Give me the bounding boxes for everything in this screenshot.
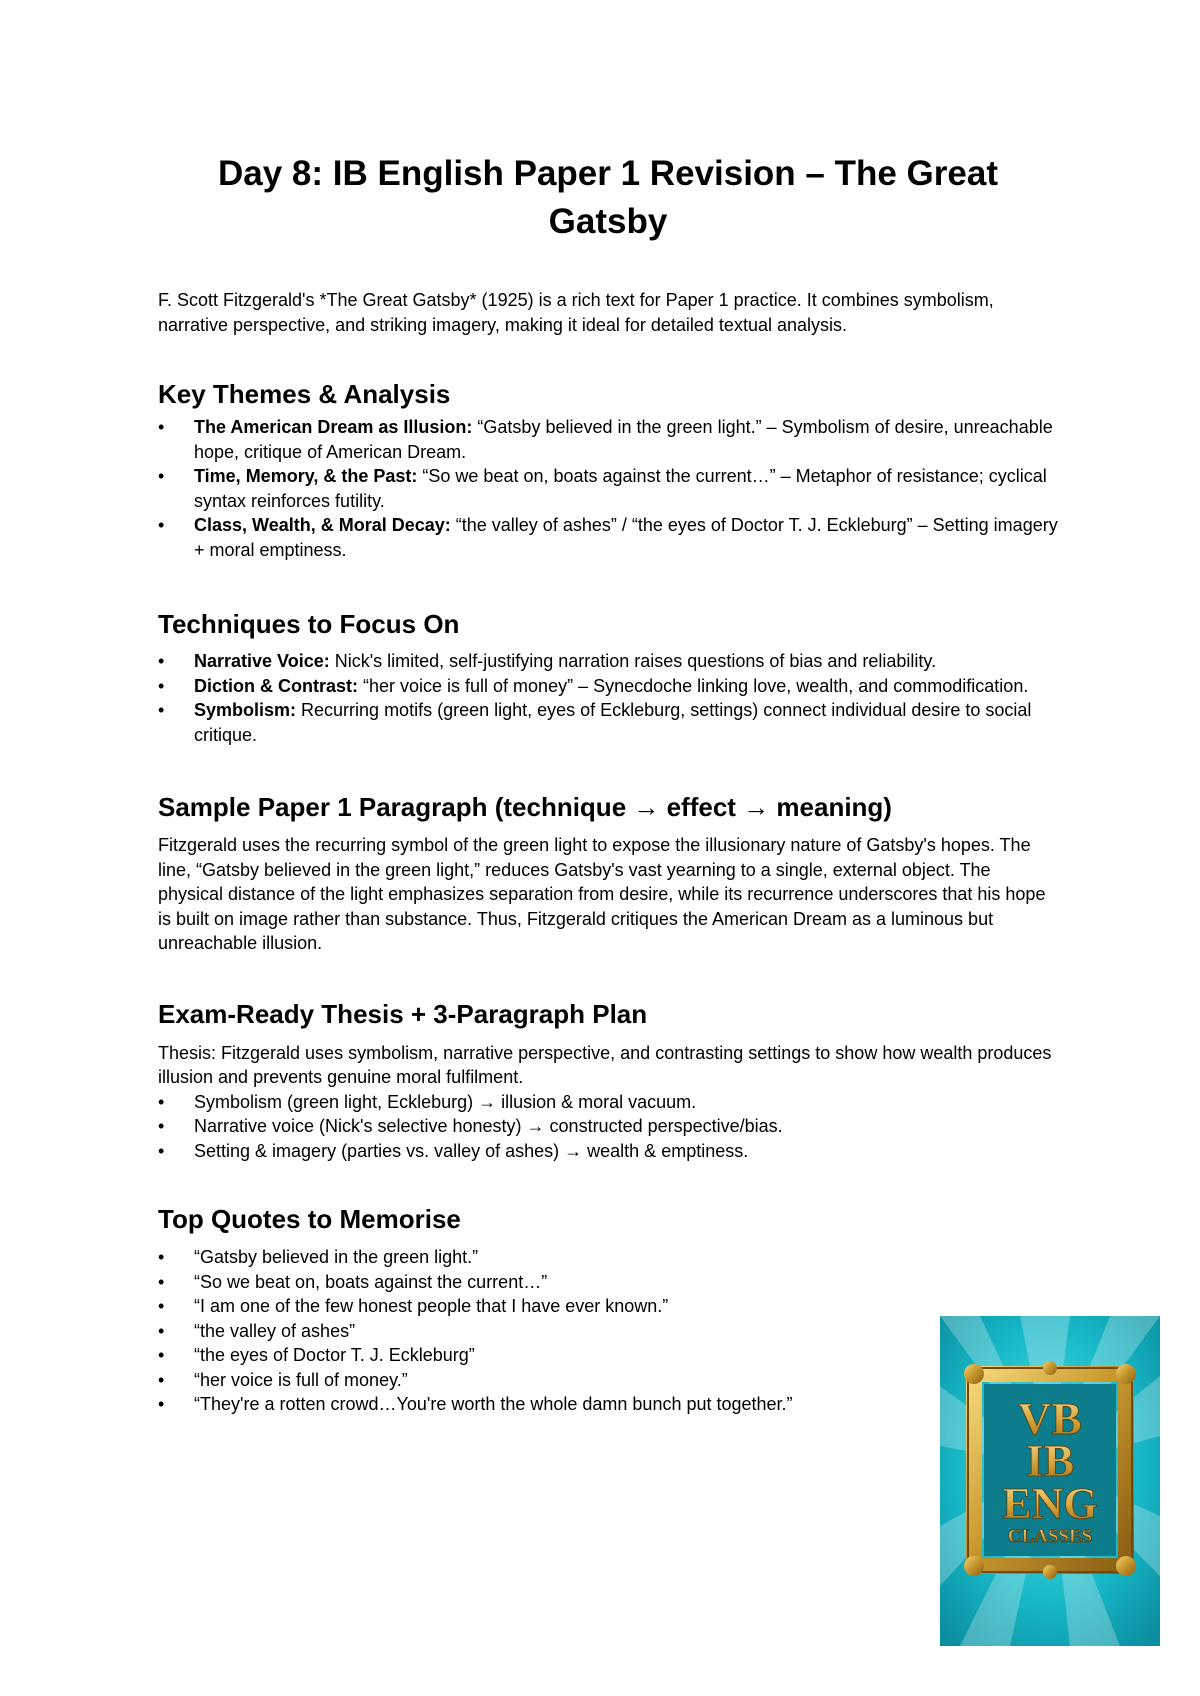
bullet-icon: • (158, 1369, 165, 1390)
section-sample-paragraph (158, 791, 1058, 956)
list-item-text: “Gatsby believed in the green light.” – Symbolism of desire, unreachable hope, critique of American Dream. (194, 417, 1053, 462)
bullet-icon: • (158, 466, 165, 486)
list-item (158, 513, 1058, 562)
list-item-text: Setting & imagery (parties vs. valley of ashes) → wealth & emptiness. (194, 1140, 749, 1161)
brand-logo (940, 1316, 1160, 1646)
bullet-icon: • (158, 1140, 165, 1161)
document-page (158, 150, 1058, 1417)
bullet-list (158, 415, 1058, 562)
bullet-icon: • (158, 1091, 165, 1112)
list-item-text: “her voice is full of money.” (194, 1369, 408, 1390)
frame-ornament (1116, 1364, 1136, 1384)
list-item (158, 1245, 1058, 1270)
bullet-list (158, 1090, 1058, 1164)
bullet-icon: • (158, 515, 165, 535)
logo-text-line: CLASSES (1007, 1526, 1093, 1547)
bullet-list (158, 1245, 1058, 1417)
bullet-icon: • (158, 1271, 165, 1292)
bullet-icon: • (158, 1247, 165, 1267)
list-item (158, 1270, 1058, 1295)
section-key-themes (158, 378, 1058, 562)
logo-text-line: VB (1018, 1393, 1082, 1444)
list-item (158, 1368, 1058, 1393)
bullet-icon: • (158, 1320, 165, 1341)
list-item-term: Time, Memory, & the Past: (194, 466, 418, 486)
list-item (158, 1090, 1058, 1115)
section-heading: Techniques to Focus On (158, 609, 460, 639)
list-item (158, 464, 1058, 513)
bullet-icon: • (158, 1394, 165, 1414)
sample-paragraph: Fitzgerald uses the recurring symbol of the green light to expose the illusionary nature of Gatsby's hopes. The line, “Gatsby believed in the green light,” reduces Gatsby's vast yearning to a single, external object. The physical distance of the light emphasizes separation from desire, while its recurrence underscores that his hope is built on image rather than substance. Thus, Fitzgerald critiques the American Dream as a luminous but unreachable illusion. (158, 835, 1046, 953)
bullet-icon: • (158, 700, 165, 720)
list-item-term: Class, Wealth, & Moral Decay: (194, 515, 451, 535)
page-title: Day 8: IB English Paper 1 Revision – The Great Gatsby (218, 154, 998, 241)
thesis-paragraph: Thesis: Fitzgerald uses symbolism, narrative perspective, and contrasting settings to show how wealth produces illusion and prevents genuine moral fulfilment. (158, 1042, 1052, 1087)
section-heading: Sample Paper 1 Paragraph (technique → effect → meaning) (158, 792, 892, 822)
bullet-icon: • (158, 675, 165, 696)
list-item (158, 415, 1058, 464)
list-item-text: “I am one of the few honest people that I have ever known.” (194, 1296, 669, 1316)
logo-text-line: IB (1025, 1435, 1075, 1486)
bullet-icon: • (158, 1116, 165, 1136)
section-heading: Exam-Ready Thesis + 3-Paragraph Plan (158, 998, 648, 1029)
list-item-text: “the valley of ashes” (194, 1320, 356, 1341)
frame-ornament (1043, 1361, 1057, 1375)
bullet-icon: • (158, 1345, 165, 1365)
section-heading: Key Themes & Analysis (158, 379, 451, 409)
list-item (158, 649, 1058, 674)
list-item-text: “So we beat on, boats against the current…” – Metaphor of resistance; cyclical syntax reinforces futility. (194, 466, 1047, 511)
list-item-text: Nick's limited, self-justifying narration raises questions of bias and reliability. (329, 651, 937, 671)
section-thesis-plan (158, 998, 1058, 1164)
list-item (158, 1139, 1058, 1164)
list-item (158, 1343, 1058, 1368)
list-item (158, 1294, 1058, 1319)
list-item-text: “So we beat on, boats against the current…” (194, 1271, 548, 1292)
frame-ornament (1043, 1565, 1057, 1579)
section-top-quotes (158, 1203, 1058, 1417)
list-item-text: “Gatsby believed in the green light.” (194, 1247, 479, 1267)
list-item-text: “the valley of ashes” / “the eyes of Doctor T. J. Eckleburg” – Setting imagery + moral emptiness. (194, 515, 1058, 560)
logo-text-line: ENG (1002, 1479, 1098, 1528)
section-heading: Top Quotes to Memorise (158, 1204, 461, 1234)
list-item (158, 1114, 1058, 1139)
section-techniques (158, 608, 1058, 747)
list-item-term: The American Dream as Illusion: (194, 417, 473, 437)
list-item-text: Narrative voice (Nick's selective honesty) → constructed perspective/bias. (194, 1116, 783, 1136)
intro-paragraph: F. Scott Fitzgerald's *The Great Gatsby* (1925) is a rich text for Paper 1 practice. It combines symbolism, narrative perspective, and striking imagery, making it ideal for detailed textual analysis. (158, 290, 994, 335)
bullet-icon: • (158, 417, 165, 437)
list-item (158, 1392, 1058, 1417)
logo-graphic (940, 1316, 1160, 1646)
bullet-icon: • (158, 1296, 165, 1316)
frame-ornament (964, 1556, 984, 1576)
frame-ornament (1116, 1556, 1136, 1576)
list-item-text: Symbolism (green light, Eckleburg) → illusion & moral vacuum. (194, 1091, 697, 1112)
list-item-text: “They're a rotten crowd…You're worth the whole damn bunch put together.” (194, 1394, 793, 1414)
frame-ornament (964, 1364, 984, 1384)
bullet-list (158, 649, 1058, 747)
list-item (158, 698, 1058, 747)
list-item (158, 1319, 1058, 1344)
list-item-term: Narrative Voice: (194, 651, 330, 671)
list-item-text: “the eyes of Doctor T. J. Eckleburg” (194, 1345, 475, 1365)
list-item (158, 674, 1058, 699)
list-item-term: Symbolism: (194, 700, 297, 720)
list-item-text: “her voice is full of money” – Synecdoche linking love, wealth, and commodification. (358, 675, 1029, 696)
list-item-text: Recurring motifs (green light, eyes of Eckleburg, settings) connect individual desire to social critique. (194, 700, 1032, 745)
list-item-term: Diction & Contrast: (194, 675, 358, 696)
bullet-icon: • (158, 651, 165, 671)
